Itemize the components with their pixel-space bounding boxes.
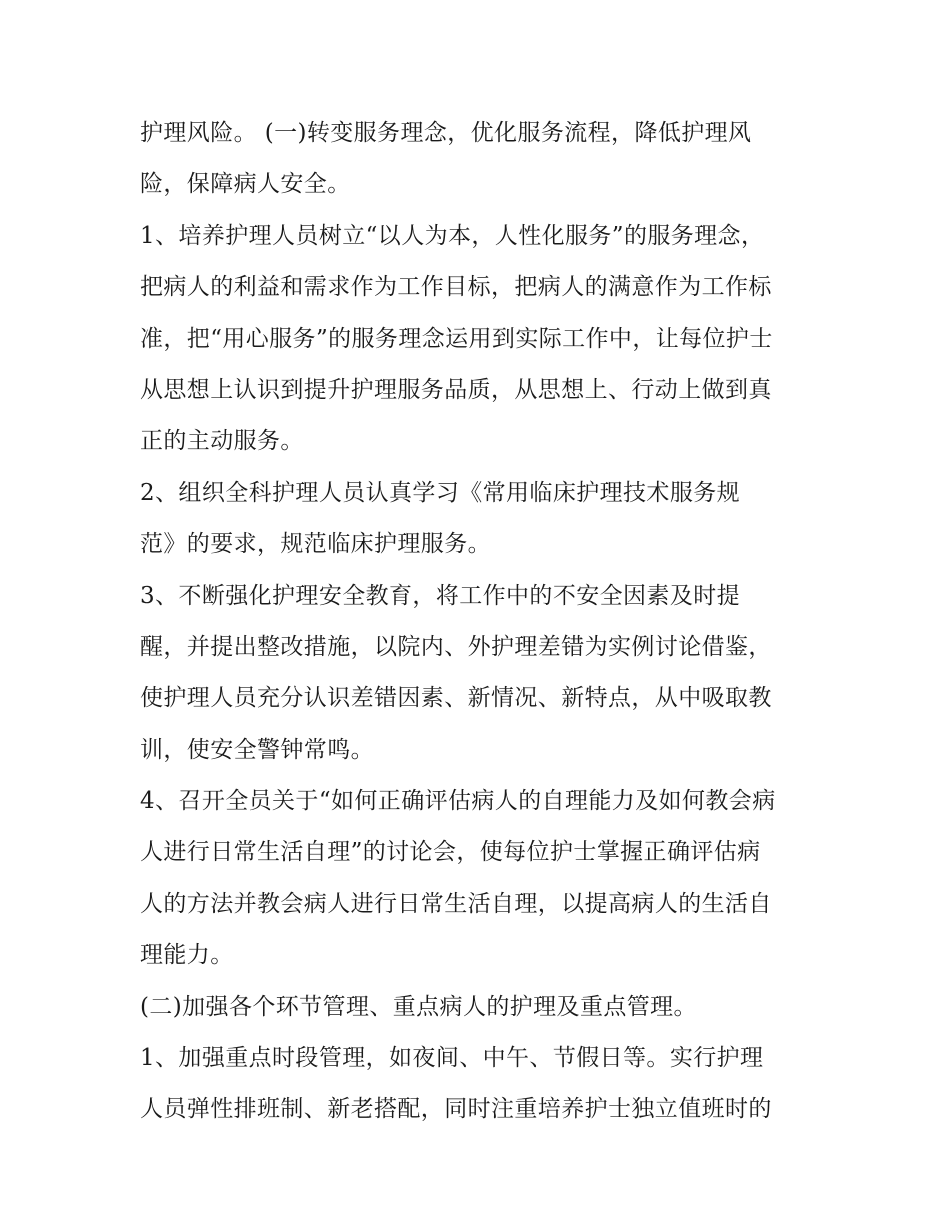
text-line: 准，把“用心服务”的服务理念运用到实际工作中，让每位护士 [140, 325, 773, 352]
text-line: 人员弹性排班制、新老搭配，同时注重培养护士独立值班时的 [140, 1096, 772, 1123]
text-line: 4、召开全员关于“如何正确评估病人的自理能力及如何教会病 [140, 788, 776, 815]
text-line: 1、加强重点时段管理，如夜间、中午、节假日等。实行护理 [140, 1045, 764, 1072]
text-line: 使护理人员充分认识差错因素、新情况、新特点，从中吸取教 [140, 685, 772, 712]
text-line: 险，保障病人安全。 [140, 171, 351, 198]
text-line: 理能力。 [140, 942, 234, 969]
text-line: 范》的要求，规范临床护理服务。 [140, 531, 491, 558]
text-line: 正的主动服务。 [140, 428, 304, 455]
text-line: 从思想上认识到提升护理服务品质，从思想上、行动上做到真 [140, 376, 772, 403]
document-body [140, 108, 830, 1136]
text-line: 训，使安全警钟常鸣。 [140, 736, 374, 763]
text-line: 人进行日常生活自理”的讨论会，使每位护士掌握正确评估病 [140, 839, 761, 866]
text-line: (二)加强各个环节管理、重点病人的护理及重点管理。 [140, 993, 697, 1020]
text-line: 护理风险。 (一)转变服务理念，优化服务流程，降低护理风 [140, 120, 752, 146]
text-line: 3、不断强化护理安全教育，将工作中的不安全因素及时提 [140, 582, 741, 609]
text-line: 人的方法并教会病人进行日常生活自理，以提高病人的生活自 [140, 890, 772, 917]
text-line: 2、组织全科护理人员认真学习《常用临床护理技术服务规 [140, 479, 741, 506]
text-line: 1、培养护理人员树立“以人为本，人性化服务”的服务理念， [140, 222, 765, 249]
text-line: 醒，并提出整改措施，以院内、外护理差错为实例讨论借鉴， [140, 633, 772, 660]
text-line: 把病人的利益和需求作为工作目标，把病人的满意作为工作标 [140, 274, 772, 301]
